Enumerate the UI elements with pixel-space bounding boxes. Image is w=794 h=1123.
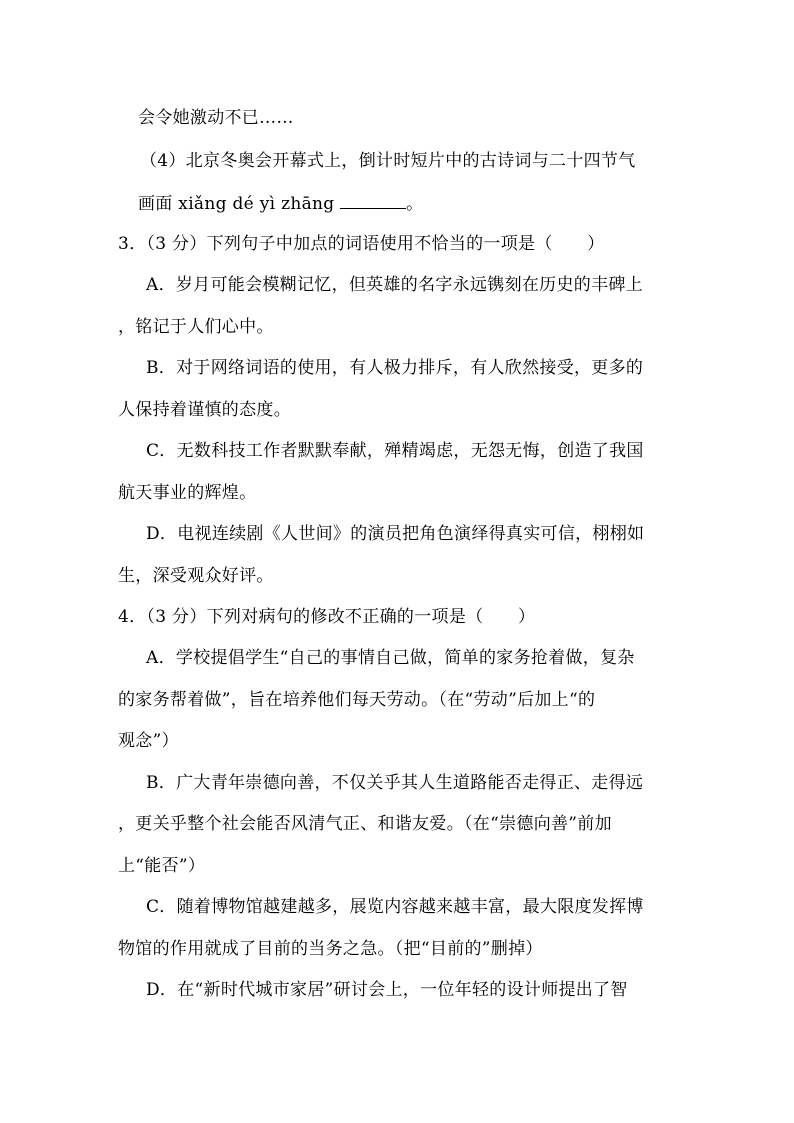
text-line: 生，深受观众好评。 (118, 566, 274, 586)
text-line: 物馆的作用就成了目前的当务之急。（把“目前的”删掉） (118, 939, 543, 959)
text-line: ，铭记于人们心中。 (118, 317, 274, 337)
text-line: ，更关乎整个社会能否风清气正、和谐友爱。（在“崇德向善”前加 (118, 814, 612, 834)
answer-blank[interactable] (340, 192, 406, 209)
text-line: 会令她激动不已…… (138, 108, 294, 128)
text-line: 观念”） (118, 731, 179, 751)
text-line: 人保持着谨慎的态度。 (118, 400, 291, 420)
text-line: 上“能否”） (118, 856, 206, 876)
pinyin-prompt: 画面 xiǎng dé yì zhāng (138, 194, 341, 214)
text-line: 航天事业的辉煌。 (118, 483, 257, 503)
text-line: （4）北京冬奥会开幕式上，倒计时短片中的古诗词与二十四节气 (140, 151, 636, 171)
question-3-option-c: C．无数科技工作者默默奉献，殚精竭虑，无怨无悔，创造了我国 (146, 441, 644, 461)
sentence-end: 。 (406, 194, 424, 214)
question-4-option-a: A．学校提倡学生“自己的事情自己做，简单的家务抢着做，复杂 (146, 648, 635, 668)
question-4-option-c: C．随着博物馆越建越多，展览内容越来越丰富，最大限度发挥博 (146, 897, 644, 917)
text-line: 的家务帮着做”，旨在培养他们每天劳动。（在“劳动”后加上“的 (118, 690, 596, 710)
question-4-option-d: D．在“新时代城市家居”研讨会上，一位年轻的设计师提出了智 (146, 980, 628, 1000)
text-line (138, 192, 423, 215)
question-4-stem: 4．（3 分）下列对病句的修改不正确的一项是（ ） (118, 607, 536, 627)
question-3-option-a: A．岁月可能会模糊记忆，但英雄的名字永远镌刻在历史的丰碑上 (146, 275, 643, 295)
question-3-option-d: D．电视连续剧《人世间》的演员把角色演绎得真实可信，栩栩如 (146, 524, 645, 544)
question-4-option-b: B．广大青年崇德向善，不仅关乎其人生道路能否走得正、走得远 (146, 773, 644, 793)
question-3-option-b: B．对于网络词语的使用，有人极力排斥，有人欣然接受，更多的 (146, 358, 644, 378)
question-3-stem: 3．（3 分）下列句子中加点的词语使用不恰当的一项是（ ） (118, 234, 605, 254)
